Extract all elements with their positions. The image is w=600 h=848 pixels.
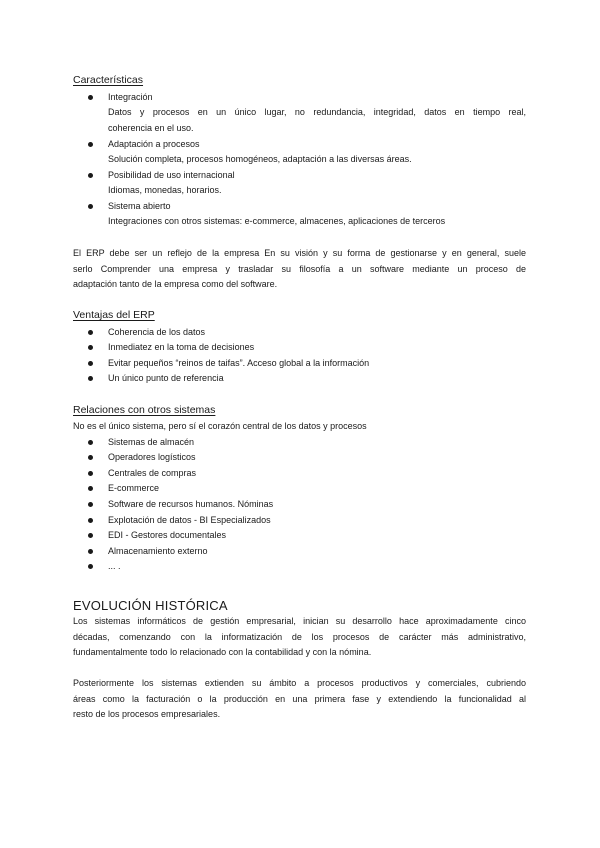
list-item-label: Integración — [108, 92, 153, 102]
list-item-label: Almacenamiento externo — [108, 546, 208, 556]
text-line: El ERP debe ser un reflejo de la empresa En su visión y su forma de gestionarse y en general, suele — [73, 248, 526, 258]
evolucion-paragraph-2 — [73, 676, 526, 723]
list-item-description: Solución completa, procesos homogéneos, adaptación a las diversas áreas. — [108, 154, 412, 164]
bullet-icon — [88, 142, 93, 147]
bullet-icon — [88, 330, 93, 335]
list-item-label: Operadores logísticos — [108, 452, 196, 462]
list-item-label: ... . — [108, 561, 121, 571]
list-item-label: Sistemas de almacén — [108, 437, 195, 447]
bullet-icon — [88, 486, 93, 491]
list-item-label: Un único punto de referencia — [108, 373, 224, 383]
bullet-icon — [88, 376, 93, 381]
list-item-label: Coherencia de los datos — [108, 327, 206, 337]
bullet-icon — [88, 204, 93, 209]
list-item-label: EDI - Gestores documentales — [108, 530, 227, 540]
list-item-label: E-commerce — [108, 483, 160, 493]
text-line: adaptación tanto de la empresa como del software. — [73, 279, 278, 289]
list-item-label: Software de recursos humanos. Nóminas — [108, 499, 274, 509]
bullet-icon — [88, 564, 93, 569]
caracteristicas-heading: Características — [73, 74, 144, 86]
list-item-description: Idiomas, monedas, horarios. — [108, 185, 222, 195]
text-line: resto de los procesos empresariales. — [73, 709, 221, 719]
list-item-label: Sistema abierto — [108, 201, 171, 211]
evolucion-paragraph-1 — [73, 614, 526, 661]
evolucion-title: EVOLUCIÓN HISTÓRICA — [73, 598, 228, 613]
list-item-label: Explotación de datos - BI Especializados — [108, 515, 271, 525]
text-line: Los sistemas informáticos de gestión empresarial, inician su desarrollo hace aproximadamente cinco — [73, 616, 526, 626]
bullet-icon — [88, 533, 93, 538]
bullet-icon — [88, 455, 93, 460]
text-line: Posteriormente los sistemas extienden su ámbito a procesos productivos y comerciales, cubriendo — [73, 678, 526, 688]
relaciones-heading: Relaciones con otros sistemas — [73, 404, 216, 416]
bullet-icon — [88, 440, 93, 445]
bullet-icon — [88, 471, 93, 476]
text-line: áreas como la facturación o la producción en una primera fase y extendiendo la funcionalidad al — [73, 693, 526, 704]
relaciones-intro: No es el único sistema, pero sí el corazón central de los datos y procesos — [73, 421, 367, 431]
bullet-icon — [88, 502, 93, 507]
list-item-description — [108, 105, 526, 136]
list-item-label: Adaptación a procesos — [108, 139, 200, 149]
bullet-icon — [88, 518, 93, 523]
bullet-icon — [88, 549, 93, 554]
text-line: décadas, comenzando con la informatización de los procesos de carácter más administrativo, — [73, 631, 526, 642]
list-item-description: Integraciones con otros sistemas: e-commerce, almacenes, aplicaciones de terceros — [108, 216, 446, 226]
bullet-icon — [88, 95, 93, 100]
bullet-icon — [88, 345, 93, 350]
text-line: fundamentalmente todo lo relacionado con la contabilidad y con la nómina. — [73, 647, 372, 657]
list-item-label: Evitar pequeños “reinos de taifas”. Acceso global a la información — [108, 358, 370, 368]
list-item-label: Centrales de compras — [108, 468, 197, 478]
list-item-label: Posibilidad de uso internacional — [108, 170, 235, 180]
erp-paragraph — [73, 246, 526, 293]
text-line: serlo Comprender una empresa y trasladar su filosofía a un software mediante un proceso de — [73, 263, 526, 274]
ventajas-heading: Ventajas del ERP — [73, 309, 155, 321]
bullet-icon — [88, 361, 93, 366]
text-line: Datos y procesos en un único lugar, no redundancia, integridad, datos en tiempo real, — [108, 107, 526, 117]
list-item-label: Inmediatez en la toma de decisiones — [108, 342, 255, 352]
text-line: coherencia en el uso. — [108, 122, 194, 133]
bullet-icon — [88, 173, 93, 178]
